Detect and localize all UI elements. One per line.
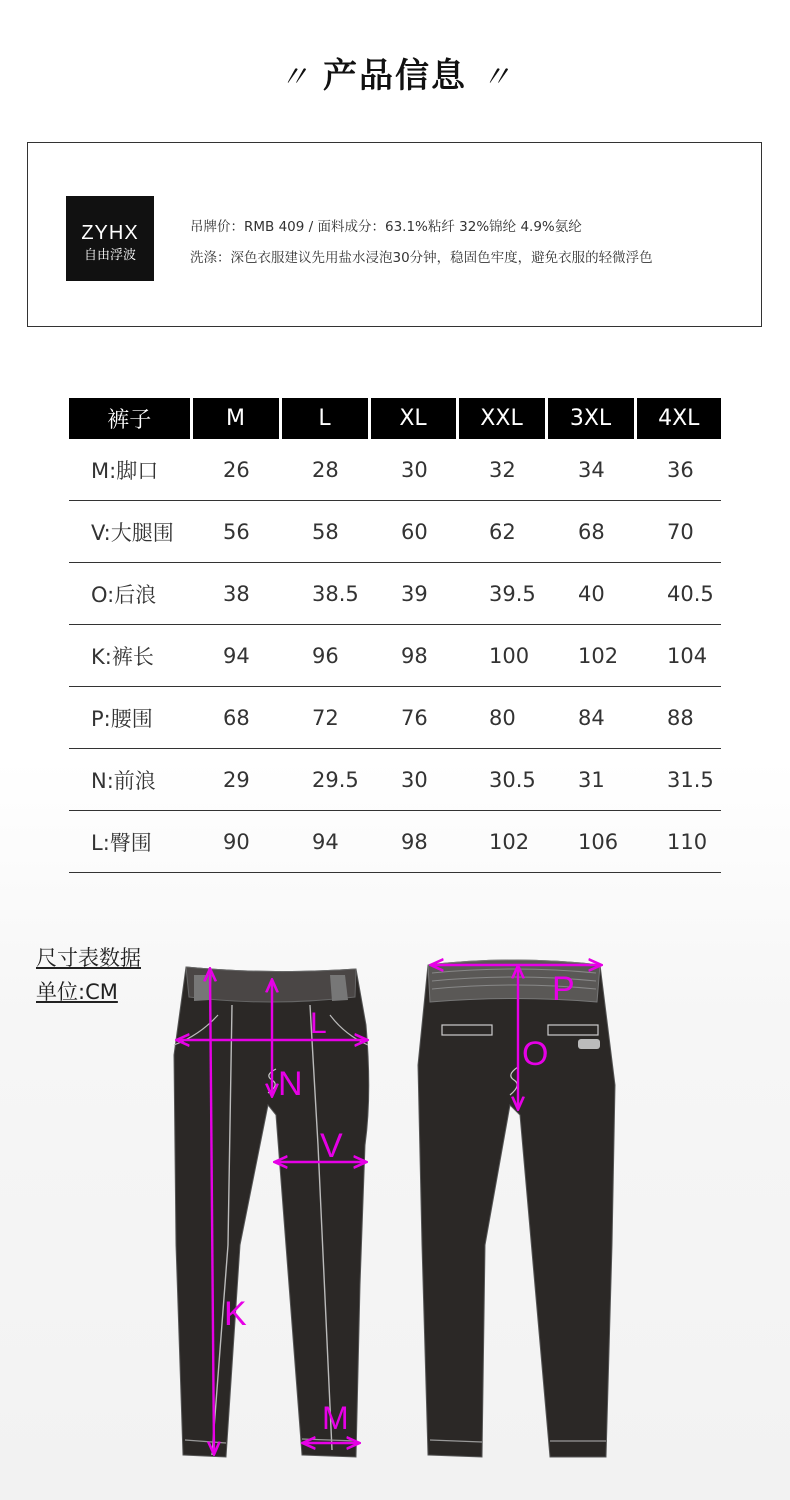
header-cell: XL — [369, 398, 457, 439]
marker-V: V — [320, 1127, 343, 1165]
back-pants — [418, 960, 615, 1457]
table-cell: 80 — [457, 687, 546, 749]
table-row — [69, 749, 721, 811]
header-cell: 3XL — [546, 398, 635, 439]
table-cell: 26 — [191, 439, 280, 501]
table-cell: 94 — [280, 811, 369, 873]
marker-M: M — [322, 1400, 349, 1436]
table-cell: 60 — [369, 501, 457, 563]
dimension-caption-title: 尺寸表数据 — [36, 946, 141, 970]
row-label: M:脚口 — [69, 439, 191, 501]
header-cell: 4XL — [635, 398, 721, 439]
table-cell: 31 — [546, 749, 635, 811]
size-table — [69, 398, 721, 873]
header-cell: M — [191, 398, 280, 439]
size-table-header — [69, 398, 721, 439]
title-quote-right: 〃 — [481, 60, 511, 95]
pants-diagram — [160, 945, 630, 1470]
table-cell: 84 — [546, 687, 635, 749]
product-info-box — [27, 142, 762, 327]
header-cell: XXL — [457, 398, 546, 439]
table-cell: 98 — [369, 811, 457, 873]
row-label: V:大腿围 — [69, 501, 191, 563]
marker-N: N — [278, 1065, 303, 1103]
table-row — [69, 687, 721, 749]
table-cell: 39.5 — [457, 563, 546, 625]
table-cell: 110 — [635, 811, 721, 873]
table-cell: 40 — [546, 563, 635, 625]
marker-K: K — [224, 1295, 247, 1333]
table-cell: 38 — [191, 563, 280, 625]
marker-P: P — [552, 970, 575, 1008]
table-cell: 96 — [280, 625, 369, 687]
table-cell: 94 — [191, 625, 280, 687]
table-cell: 76 — [369, 687, 457, 749]
washing-line: 洗涤：深色衣服建议先用盐水浸泡30分钟，稳固色牢度，避免衣服的轻微浮色 — [190, 250, 653, 266]
price-fabric-line: 吊牌价：RMB 409 / 面料成分：63.1%粘纤 32%锦纶 4.9%氨纶 — [190, 219, 582, 235]
table-cell: 104 — [635, 625, 721, 687]
table-cell: 36 — [635, 439, 721, 501]
table-cell: 58 — [280, 501, 369, 563]
table-row — [69, 811, 721, 873]
dimension-caption-unit: 单位:CM — [36, 980, 118, 1004]
table-cell: 30 — [369, 749, 457, 811]
table-cell: 30 — [369, 439, 457, 501]
table-cell: 62 — [457, 501, 546, 563]
table-cell: 40.5 — [635, 563, 721, 625]
table-row — [69, 563, 721, 625]
table-cell: 68 — [546, 501, 635, 563]
brand-logo — [66, 196, 154, 281]
row-label: L:臀围 — [69, 811, 191, 873]
row-label: P:腰围 — [69, 687, 191, 749]
header-cell: L — [280, 398, 369, 439]
table-cell: 39 — [369, 563, 457, 625]
table-row — [69, 501, 721, 563]
brand-logo-text: ZYHX — [81, 222, 139, 244]
page-title — [0, 48, 790, 97]
table-cell: 70 — [635, 501, 721, 563]
table-cell: 106 — [546, 811, 635, 873]
brand-logo-subtext: 自由浮波 — [83, 247, 136, 262]
table-cell: 72 — [280, 687, 369, 749]
table-cell: 68 — [191, 687, 280, 749]
table-cell: 28 — [280, 439, 369, 501]
row-label: K:裤长 — [69, 625, 191, 687]
table-cell: 90 — [191, 811, 280, 873]
marker-L: L — [310, 1007, 327, 1040]
table-cell: 31.5 — [635, 749, 721, 811]
table-cell: 34 — [546, 439, 635, 501]
title-text: 产品信息 — [323, 56, 467, 96]
row-label: N:前浪 — [69, 749, 191, 811]
table-row — [69, 625, 721, 687]
table-cell: 56 — [191, 501, 280, 563]
table-cell: 88 — [635, 687, 721, 749]
table-cell: 38.5 — [280, 563, 369, 625]
table-cell: 102 — [546, 625, 635, 687]
table-cell: 32 — [457, 439, 546, 501]
table-cell: 29 — [191, 749, 280, 811]
table-cell: 98 — [369, 625, 457, 687]
row-label: O:后浪 — [69, 563, 191, 625]
table-cell: 100 — [457, 625, 546, 687]
table-cell: 29.5 — [280, 749, 369, 811]
title-quote-left: 〃 — [279, 60, 309, 95]
table-cell: 30.5 — [457, 749, 546, 811]
table-cell: 102 — [457, 811, 546, 873]
header-cell: 裤子 — [69, 398, 191, 439]
marker-O: O — [522, 1035, 549, 1073]
table-row — [69, 439, 721, 501]
